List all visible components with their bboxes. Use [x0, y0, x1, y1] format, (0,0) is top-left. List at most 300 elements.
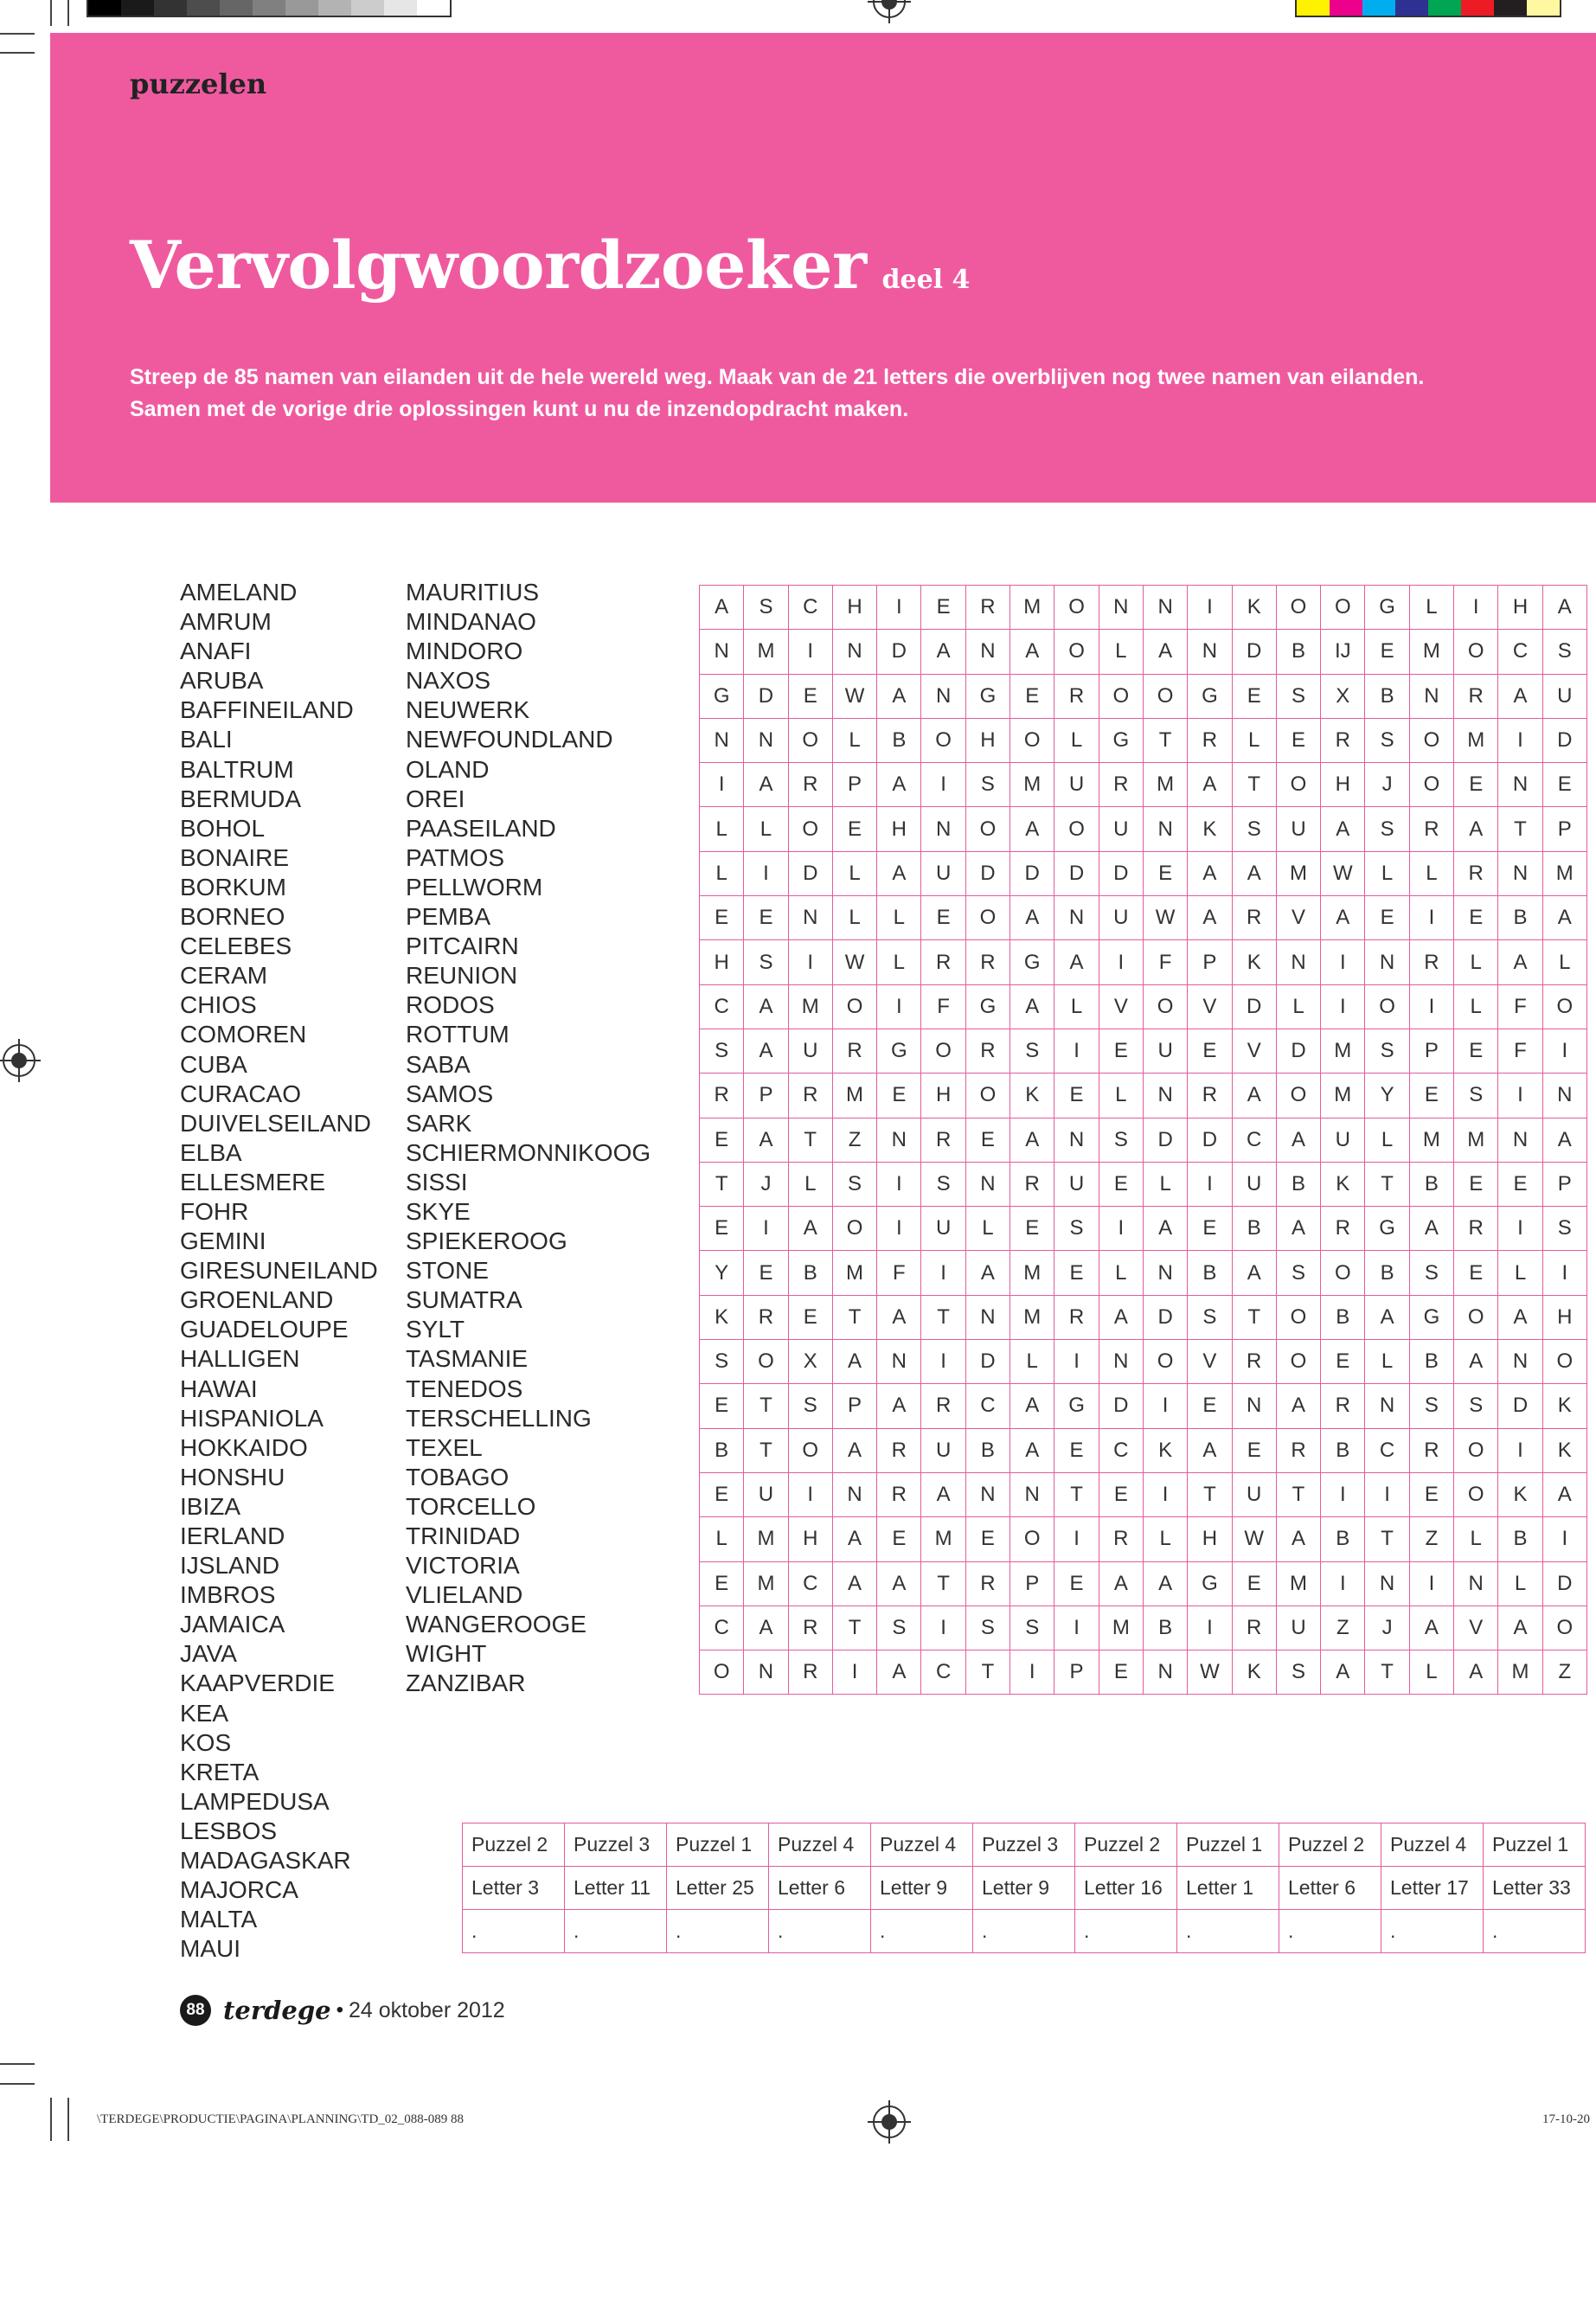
grid-row	[700, 1162, 1587, 1206]
color-swatch	[187, 0, 220, 16]
grid-cell: E	[1232, 674, 1276, 718]
grid-cell: W	[1143, 896, 1187, 940]
grid-cell: E	[1454, 1162, 1498, 1206]
grid-cell: N	[700, 630, 744, 674]
grid-cell: B	[1188, 1251, 1232, 1295]
instructions: Streep de 85 namen van eilanden uit de hele wereld weg. Maak van de 21 letters die overblijven nog twee namen van eilanden. Samen met de vorige drie oplossingen kunt u nu de inzendopdracht maken.	[130, 365, 1425, 421]
grid-cell: U	[1054, 763, 1099, 807]
word-item: NEUWERK	[406, 696, 530, 724]
grid-cell: S	[1365, 807, 1409, 851]
grid-cell: D	[1054, 851, 1099, 895]
grid-cell: A	[1010, 1118, 1054, 1162]
grid-cell: E	[744, 1251, 788, 1295]
grid-cell: M	[1143, 763, 1187, 807]
grid-row	[700, 763, 1587, 807]
grid-cell: O	[832, 1207, 876, 1251]
grid-cell: E	[1099, 1650, 1143, 1695]
word-item: GUADELOUPE	[180, 1316, 349, 1343]
grid-cell: O	[1542, 1340, 1586, 1384]
grid-cell: M	[1276, 1561, 1320, 1606]
grid-cell: V	[1232, 1029, 1276, 1073]
grid-cell: A	[1321, 896, 1365, 940]
word-item: IERLAND	[180, 1522, 285, 1549]
grid-cell: T	[832, 1606, 876, 1650]
grid-cell: N	[1143, 807, 1187, 851]
word-item: IJSLAND	[180, 1552, 280, 1580]
registration-mark-icon	[3, 1044, 35, 1077]
grid-cell: A	[744, 763, 788, 807]
word-item: ROTTUM	[406, 1021, 510, 1048]
grid-cell: I	[921, 1340, 965, 1384]
grid-cell: H	[788, 1517, 832, 1561]
grid-cell: H	[832, 586, 876, 630]
color-swatch	[1527, 0, 1560, 16]
grid-cell: A	[877, 1650, 921, 1695]
grid-cell: F	[1143, 940, 1187, 984]
grid-cell: E	[1054, 1074, 1099, 1118]
answer-row-puzzles	[463, 1823, 1586, 1867]
grid-row	[700, 1340, 1587, 1384]
grid-cell: A	[1321, 1650, 1365, 1695]
grid-cell: K	[1232, 586, 1276, 630]
grid-cell: F	[1498, 1029, 1542, 1073]
grid-cell: O	[1276, 586, 1320, 630]
grid-cell: L	[1099, 1074, 1143, 1118]
grid-cell: A	[1143, 1207, 1187, 1251]
grid-cell: A	[1276, 1384, 1320, 1428]
grid-cell: E	[1454, 1251, 1498, 1295]
grid-cell: R	[1232, 1606, 1276, 1650]
grid-cell: A	[1276, 1118, 1320, 1162]
grid-cell: U	[744, 1472, 788, 1516]
word-item: MADAGASKAR	[180, 1847, 351, 1875]
word-item: BORNEO	[180, 903, 285, 931]
word-item: AMELAND	[180, 579, 298, 606]
answer-label-cell: Letter 33	[1484, 1867, 1586, 1910]
grid-cell: E	[921, 896, 965, 940]
grid-cell: A	[1188, 851, 1232, 895]
grid-cell: N	[1498, 851, 1542, 895]
grid-cell: D	[965, 851, 1010, 895]
grid-cell: G	[700, 674, 744, 718]
word-search-grid	[699, 585, 1587, 1695]
grid-cell: S	[832, 1162, 876, 1206]
grid-cell: I	[877, 1207, 921, 1251]
grid-cell: A	[832, 1340, 876, 1384]
grid-cell: A	[1454, 1340, 1498, 1384]
grid-cell: R	[788, 1650, 832, 1695]
grid-cell: B	[1498, 896, 1542, 940]
grid-cell: R	[1276, 1428, 1320, 1472]
grid-cell: L	[877, 940, 921, 984]
grid-cell: I	[1409, 984, 1453, 1029]
grid-row	[700, 1606, 1587, 1650]
word-item: TORCELLO	[406, 1492, 536, 1520]
grid-cell: O	[1054, 586, 1099, 630]
grid-cell: A	[1498, 940, 1542, 984]
grid-cell: R	[744, 1295, 788, 1339]
grid-cell: E	[1321, 1340, 1365, 1384]
grid-cell: O	[832, 984, 876, 1029]
grid-cell: A	[832, 1428, 876, 1472]
grid-cell: B	[1276, 630, 1320, 674]
answer-input-cell[interactable]: .	[1279, 1910, 1381, 1953]
word-item: SYLT	[406, 1316, 465, 1343]
grid-cell: C	[1365, 1428, 1409, 1472]
answer-input-cell[interactable]: .	[565, 1910, 667, 1953]
grid-cell: E	[965, 1517, 1010, 1561]
grid-cell: I	[1099, 1207, 1143, 1251]
grid-cell: L	[832, 851, 876, 895]
grid-cell: E	[877, 1074, 921, 1118]
grid-cell: N	[965, 1162, 1010, 1206]
grid-cell: O	[1276, 1295, 1320, 1339]
grid-cell: H	[1321, 763, 1365, 807]
answer-input-cell[interactable]: .	[463, 1910, 565, 1953]
grid-cell: I	[1454, 586, 1498, 630]
grid-cell: I	[921, 1606, 965, 1650]
word-item: FOHR	[180, 1197, 249, 1225]
grid-cell: T	[1498, 807, 1542, 851]
grid-cell: B	[877, 718, 921, 762]
grid-cell: C	[1232, 1118, 1276, 1162]
grid-cell: E	[1054, 1428, 1099, 1472]
grid-cell: E	[1188, 1029, 1232, 1073]
grid-cell: A	[832, 1561, 876, 1606]
grid-cell: L	[700, 851, 744, 895]
grid-cell: O	[1321, 586, 1365, 630]
grid-cell: B	[1498, 1517, 1542, 1561]
answer-label-cell: Letter 17	[1381, 1867, 1484, 1910]
grid-cell: L	[1454, 984, 1498, 1029]
answer-input-cell[interactable]: .	[973, 1910, 1075, 1953]
grid-cell: W	[1321, 851, 1365, 895]
grid-cell: G	[1188, 1561, 1232, 1606]
grid-cell: M	[744, 1561, 788, 1606]
grid-cell: R	[832, 1029, 876, 1073]
grid-cell: E	[1454, 763, 1498, 807]
word-item: BALTRUM	[180, 755, 294, 783]
grid-cell: I	[1321, 984, 1365, 1029]
grid-cell: B	[965, 1428, 1010, 1472]
word-item: CUBA	[180, 1050, 247, 1078]
grid-cell: R	[1054, 674, 1099, 718]
grid-cell: S	[1409, 1251, 1453, 1295]
process-color-bar	[1295, 0, 1561, 17]
grid-cell: R	[1188, 1074, 1232, 1118]
grid-row	[700, 1428, 1587, 1472]
grid-cell: D	[1143, 1118, 1187, 1162]
grid-cell: R	[1454, 674, 1498, 718]
grid-cell: R	[1454, 851, 1498, 895]
word-item: TOBAGO	[406, 1463, 510, 1490]
answer-input-cell[interactable]: .	[667, 1910, 769, 1953]
word-list-column-2	[406, 578, 651, 1699]
color-swatch	[88, 0, 121, 16]
grid-cell: N	[877, 1340, 921, 1384]
crop-mark	[0, 52, 35, 54]
crop-mark	[67, 2098, 69, 2141]
grid-cell: A	[877, 763, 921, 807]
grid-cell: E	[700, 1472, 744, 1516]
color-swatch	[1395, 0, 1428, 16]
grid-cell: K	[1498, 1472, 1542, 1516]
answer-input-cell[interactable]: .	[769, 1910, 871, 1953]
crop-mark	[0, 2063, 35, 2065]
grid-cell: N	[1498, 1118, 1542, 1162]
color-swatch	[318, 0, 351, 16]
grid-cell: U	[1276, 1606, 1320, 1650]
word-item: WIGHT	[406, 1640, 487, 1668]
grid-cell: N	[1010, 1472, 1054, 1516]
grid-cell: A	[1143, 1561, 1187, 1606]
grid-cell: T	[1054, 1472, 1099, 1516]
grid-cell: N	[1542, 1074, 1586, 1118]
grid-cell: A	[1498, 1295, 1542, 1339]
word-item: MALTA	[180, 1906, 258, 1933]
grid-cell: I	[1143, 1384, 1187, 1428]
grid-cell: O	[1454, 630, 1498, 674]
grid-cell: C	[700, 1606, 744, 1650]
grid-cell: L	[1498, 1251, 1542, 1295]
grid-cell: U	[1321, 1118, 1365, 1162]
grid-cell: B	[1321, 1428, 1365, 1472]
grid-cell: T	[921, 1561, 965, 1606]
crop-mark	[0, 2083, 35, 2085]
grid-cell: T	[832, 1295, 876, 1339]
grid-cell: B	[1409, 1340, 1453, 1384]
word-list-column-1	[180, 578, 378, 1964]
word-item: TEXEL	[406, 1433, 483, 1461]
grid-cell: N	[965, 1472, 1010, 1516]
grid-cell: Y	[1365, 1074, 1409, 1118]
grid-cell: R	[877, 1472, 921, 1516]
grid-cell: U	[1232, 1472, 1276, 1516]
grid-cell: M	[832, 1074, 876, 1118]
grid-cell: O	[744, 1340, 788, 1384]
grid-cell: N	[1409, 674, 1453, 718]
grid-row	[700, 1517, 1587, 1561]
answer-input-cell[interactable]: .	[1177, 1910, 1279, 1953]
grid-cell: V	[1454, 1606, 1498, 1650]
grid-cell: K	[1232, 1650, 1276, 1695]
answer-label-cell: Letter 9	[973, 1867, 1075, 1910]
grid-row	[700, 984, 1587, 1029]
grid-cell: P	[1542, 1162, 1586, 1206]
grid-row	[700, 1295, 1587, 1339]
grid-cell: S	[1409, 1384, 1453, 1428]
grid-cell: W	[832, 674, 876, 718]
grid-cell: R	[965, 1029, 1010, 1073]
word-item: HISPANIOLA	[180, 1404, 324, 1432]
word-item: OREI	[406, 785, 465, 812]
grid-cell: D	[1188, 1118, 1232, 1162]
answer-label-cell: Letter 11	[565, 1867, 667, 1910]
grid-cell: L	[1143, 1517, 1187, 1561]
grid-cell: S	[877, 1606, 921, 1650]
word-item: SKYE	[406, 1197, 471, 1225]
grid-cell: S	[744, 940, 788, 984]
color-swatch	[220, 0, 253, 16]
answer-input-cell[interactable]: .	[1075, 1910, 1177, 1953]
word-item: BORKUM	[180, 873, 286, 901]
grid-cell: E	[965, 1118, 1010, 1162]
grid-cell: O	[965, 896, 1010, 940]
grid-cell: I	[877, 1162, 921, 1206]
color-swatch	[384, 0, 417, 16]
grid-cell: W	[1188, 1650, 1232, 1695]
grid-cell: A	[1054, 940, 1099, 984]
word-item: SABA	[406, 1050, 471, 1078]
grid-cell: M	[1010, 763, 1054, 807]
grid-cell: N	[744, 718, 788, 762]
grid-cell: S	[1099, 1118, 1143, 1162]
grid-cell: L	[1409, 1650, 1453, 1695]
grid-cell: R	[1321, 718, 1365, 762]
answer-input-cell[interactable]: .	[871, 1910, 973, 1953]
grid-cell: E	[1054, 1561, 1099, 1606]
grid-cell: L	[1454, 940, 1498, 984]
word-item: ANAFI	[180, 638, 252, 665]
grid-cell: D	[788, 851, 832, 895]
grid-cell: M	[788, 984, 832, 1029]
grid-cell: N	[1498, 763, 1542, 807]
grid-cell: E	[921, 586, 965, 630]
grid-cell: L	[1054, 984, 1099, 1029]
answer-input-cell[interactable]: .	[1484, 1910, 1586, 1953]
word-item: REUNION	[406, 962, 518, 990]
word-item: JAVA	[180, 1640, 237, 1668]
grid-cell: F	[877, 1251, 921, 1295]
answer-row-fills	[463, 1910, 1586, 1953]
grid-cell: L	[1409, 586, 1453, 630]
grid-cell: O	[1542, 1606, 1586, 1650]
grid-cell: L	[1143, 1162, 1187, 1206]
grid-cell: I	[1321, 1472, 1365, 1516]
grid-cell: A	[832, 1517, 876, 1561]
grid-cell: U	[1099, 896, 1143, 940]
grid-cell: N	[1143, 1650, 1187, 1695]
grid-cell: J	[744, 1162, 788, 1206]
grid-cell: T	[1365, 1650, 1409, 1695]
grid-cell: A	[1143, 630, 1187, 674]
grid-row	[700, 630, 1587, 674]
grid-cell: N	[921, 807, 965, 851]
grid-cell: A	[877, 1295, 921, 1339]
grid-cell: S	[700, 1029, 744, 1073]
grid-cell: I	[832, 1650, 876, 1695]
grid-cell: I	[744, 851, 788, 895]
grid-row	[700, 718, 1587, 762]
grid-cell: O	[1010, 718, 1054, 762]
grid-cell: E	[1099, 1162, 1143, 1206]
grid-cell: K	[1542, 1384, 1586, 1428]
grid-cell: E	[788, 674, 832, 718]
answer-input-cell[interactable]: .	[1381, 1910, 1484, 1953]
grid-cell: H	[1188, 1517, 1232, 1561]
grid-cell: B	[788, 1251, 832, 1295]
grid-cell: O	[1454, 1472, 1498, 1516]
grid-cell: O	[921, 718, 965, 762]
grid-cell: O	[1054, 807, 1099, 851]
grid-cell: D	[1276, 1029, 1320, 1073]
grid-cell: S	[1542, 1207, 1586, 1251]
grid-cell: I	[1542, 1029, 1586, 1073]
grid-cell: M	[744, 630, 788, 674]
crop-mark	[50, 0, 52, 26]
grid-cell: O	[1276, 1074, 1320, 1118]
grid-cell: U	[1542, 674, 1586, 718]
word-item: SPIEKEROOG	[406, 1227, 567, 1255]
word-item: NAXOS	[406, 667, 491, 695]
grid-cell: G	[1010, 940, 1054, 984]
crop-mark	[50, 2098, 52, 2141]
grid-cell: L	[788, 1162, 832, 1206]
grid-cell: R	[921, 1384, 965, 1428]
print-slug: \TERDEGE\PRODUCTIE\PAGINA\PLANNING\TD_02_088-089 88	[97, 2112, 465, 2126]
word-item: MAURITIUS	[406, 579, 539, 606]
grid-cell: A	[1188, 763, 1232, 807]
grid-cell: A	[965, 1251, 1010, 1295]
grid-cell: U	[921, 1428, 965, 1472]
grid-cell: R	[921, 940, 965, 984]
word-item: JAMAICA	[180, 1611, 285, 1638]
word-item: CERAM	[180, 962, 268, 990]
answer-label-cell: Puzzel 2	[1279, 1823, 1381, 1867]
grid-cell: I	[1188, 1606, 1232, 1650]
word-item: BAFFINEILAND	[180, 696, 354, 724]
grid-cell: T	[744, 1384, 788, 1428]
grid-cell: A	[1188, 896, 1232, 940]
grid-row	[700, 1561, 1587, 1606]
grid-cell: A	[744, 1606, 788, 1650]
grid-cell: O	[700, 1650, 744, 1695]
grid-cell: R	[965, 586, 1010, 630]
grid-cell: N	[1143, 1251, 1187, 1295]
grid-cell: T	[788, 1118, 832, 1162]
grid-cell: A	[1099, 1561, 1143, 1606]
grid-cell: E	[700, 1384, 744, 1428]
word-item: LAMPEDUSA	[180, 1787, 330, 1815]
grid-cell: S	[1276, 1650, 1320, 1695]
color-swatch	[285, 0, 318, 16]
grid-cell: N	[1276, 940, 1320, 984]
grid-cell: O	[1143, 984, 1187, 1029]
grid-cell: D	[1143, 1295, 1187, 1339]
grid-cell: A	[1409, 1207, 1453, 1251]
grid-cell: L	[744, 807, 788, 851]
grid-row	[700, 940, 1587, 984]
grid-cell: G	[1188, 674, 1232, 718]
grid-cell: Z	[1321, 1606, 1365, 1650]
grid-cell: A	[788, 1207, 832, 1251]
grid-cell: I	[1498, 1074, 1542, 1118]
footer-separator: •	[336, 1998, 343, 2022]
answer-label-cell: Letter 9	[871, 1867, 973, 1910]
grid-cell: R	[1409, 807, 1453, 851]
grid-cell: B	[1321, 1517, 1365, 1561]
grid-cell: N	[1365, 940, 1409, 984]
grid-cell: L	[832, 718, 876, 762]
grid-cell: N	[1099, 1340, 1143, 1384]
grid-cell: A	[1365, 1295, 1409, 1339]
grid-cell: O	[1010, 1517, 1054, 1561]
grid-cell: T	[1143, 718, 1187, 762]
grid-cell: T	[700, 1162, 744, 1206]
word-item: CURACAO	[180, 1080, 302, 1107]
grid-cell: P	[744, 1074, 788, 1118]
grid-cell: O	[1409, 763, 1453, 807]
